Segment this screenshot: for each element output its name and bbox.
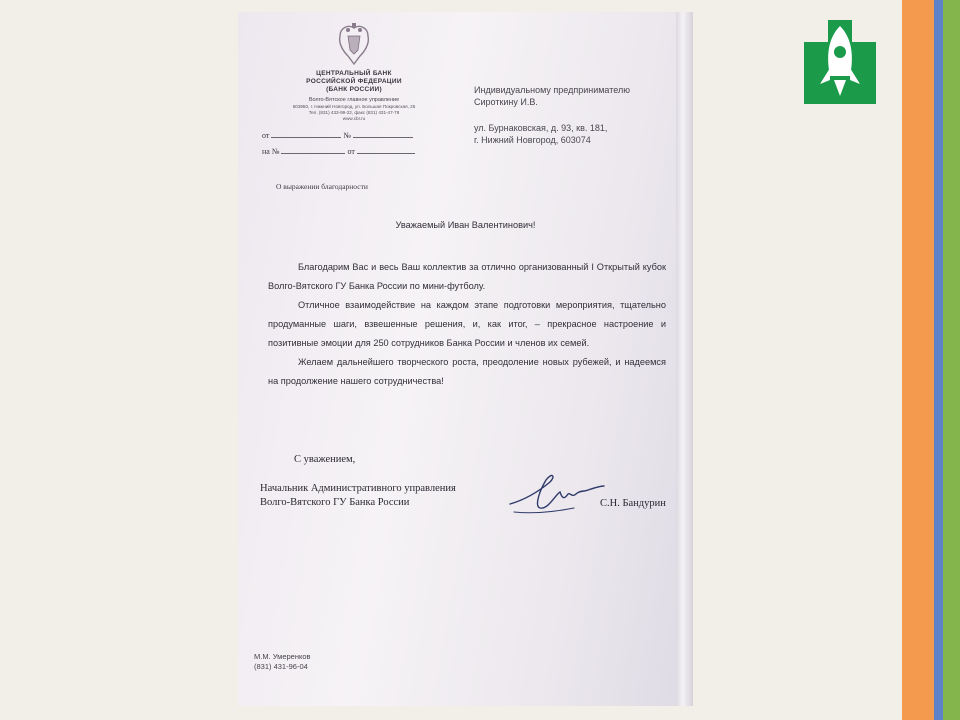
date-blank (271, 130, 341, 138)
accent-stripe-orange (902, 0, 934, 720)
rocket-house-icon (796, 12, 884, 106)
outgoing-requisites (262, 130, 413, 140)
salutation: Уважаемый Иван Валентинович! (395, 220, 536, 230)
letter-body (268, 258, 666, 391)
date-label: от (262, 131, 270, 140)
letter-document (238, 12, 693, 706)
accent-stripe-green (943, 0, 960, 720)
recipient-address2: г. Нижний Новгород, 603074 (474, 135, 591, 145)
number-blank (353, 130, 413, 138)
reference-requisites (262, 146, 415, 156)
letter-subject: О выражении благодарности (276, 182, 368, 191)
bank-address: 603950, г. Нижний Новгород, ул. Большая Покровская, 26 (292, 104, 416, 109)
executor-footer (254, 652, 311, 672)
ref-number-blank (281, 146, 345, 154)
ref-number-label: на № (262, 147, 280, 156)
bank-phones: Тел. (831) 433-99-22, факс (831) 431-47-78 (308, 110, 400, 115)
double-headed-eagle-emblem-icon (334, 22, 374, 66)
ref-date-blank (357, 146, 415, 154)
bank-name-line2: РОССИЙСКОЙ ФЕДЕРАЦИИ (306, 78, 402, 85)
signer-title-line1: Начальник Административного управления (260, 483, 456, 494)
signer-name: С.Н. Бандурин (600, 498, 666, 509)
letter-photo (238, 12, 693, 706)
recipient-line2: Сироткину И.В. (474, 97, 538, 107)
bank-name-line1: ЦЕНТРАЛЬНЫЙ БАНК (316, 70, 392, 77)
closing: С уважением, (294, 454, 356, 465)
bank-website: www.cbr.ru (342, 116, 366, 121)
executor-name: М.М. Умеренков (254, 652, 311, 661)
bank-department: Волго-Вятское главное управление (308, 97, 400, 103)
body-paragraph-2: Отличное взаимодействие на каждом этапе подготовки мероприятия, тщательно продуманные шаги, взвешенные решения, и, как итог, – прекрасное настроение и позитивные эмоции для 250 сотрудников Банка России и членов их семей. (268, 300, 666, 348)
executor-phone: (831) 431-96-04 (254, 662, 308, 671)
bank-name-line3: (БАНК РОССИИ) (326, 86, 382, 93)
ref-date-label: от (347, 147, 355, 156)
accent-stripe-blue (934, 0, 943, 720)
body-paragraph-1: Благодарим Вас и весь Ваш коллектив за отлично организованный I Открытый кубок Волго-Вятского ГУ Банка России по мини-футболу. (268, 262, 666, 291)
bank-letterhead (254, 70, 454, 122)
signer-title-line2: Волго-Вятского ГУ Банка России (260, 497, 410, 508)
number-label: № (343, 131, 352, 140)
recipient-address1: ул. Бурнаковская, д. 93, кв. 181, (474, 123, 608, 133)
handwritten-signature (504, 464, 608, 528)
signer-title (260, 482, 456, 510)
body-paragraph-3: Желаем дальнейшего творческого роста, преодоление новых рубежей, и надеемся на продолжение нашего сотрудничества! (268, 357, 666, 386)
recipient-block (474, 84, 630, 146)
recipient-line1: Индивидуальному предпринимателю (474, 85, 630, 95)
